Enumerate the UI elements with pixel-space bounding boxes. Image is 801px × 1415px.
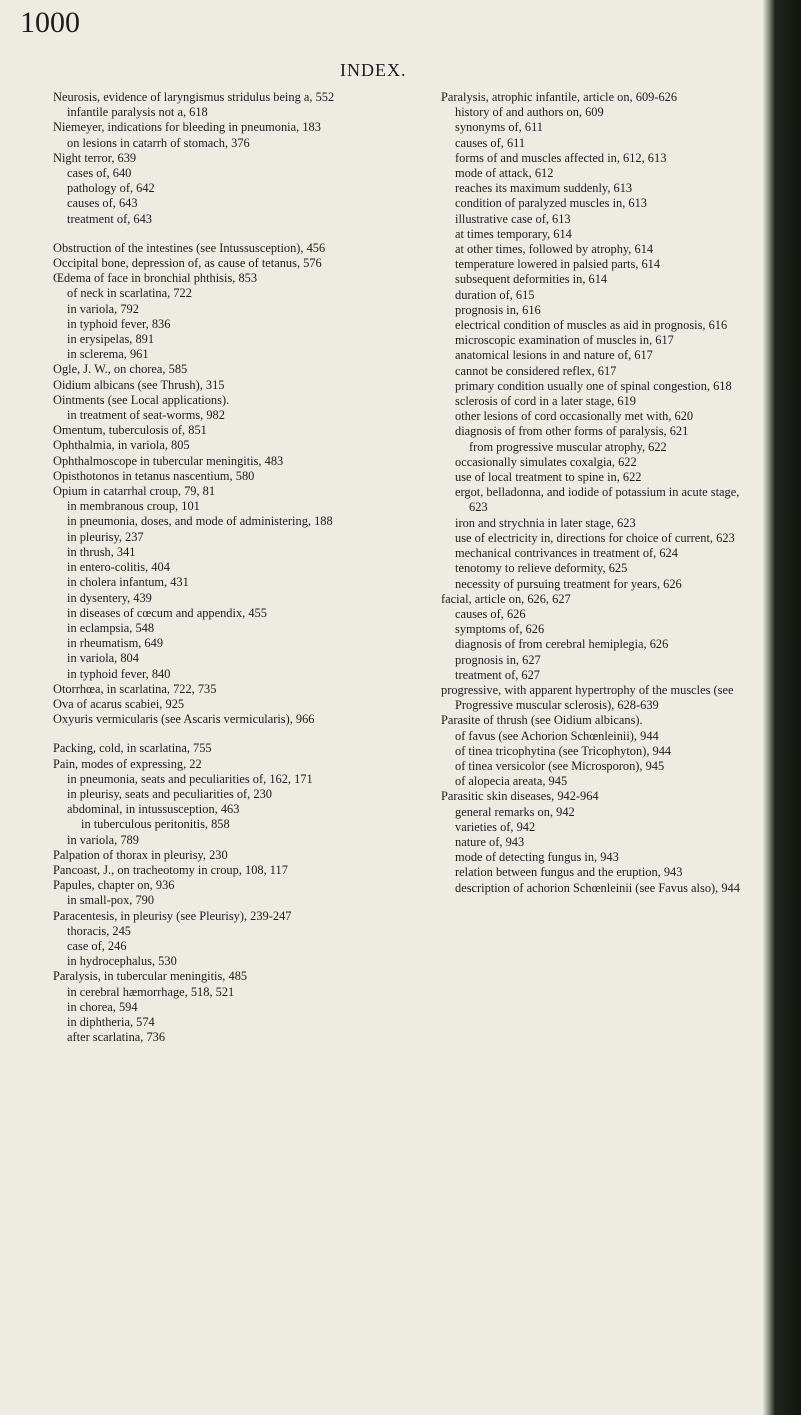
index-entry: facial, article on, 626, 627: [441, 591, 571, 606]
index-subentry: in typhoid fever, 836: [67, 316, 171, 331]
index-subentry: abdominal, in intussusception, 463: [67, 802, 240, 817]
index-subentry: use of local treatment to spine in, 622: [455, 470, 642, 485]
index-subentry: in tuberculous peritonitis, 858: [81, 817, 230, 832]
index-subentry: description of achorion Schœnleinii (see Favus also), 944: [455, 880, 740, 895]
index-entry: Oxyuris vermicularis (see Ascaris vermicularis), 966: [53, 712, 315, 727]
index-subentry: tenotomy to relieve deformity, 625: [455, 561, 628, 576]
index-subentry: use of electricity in, directions for choice of current, 623: [455, 530, 735, 545]
index-subentry: prognosis in, 616: [455, 302, 541, 317]
index-subentry: reaches its maximum suddenly, 613: [455, 181, 633, 196]
index-subentry: in chorea, 594: [67, 999, 138, 1014]
index-subentry: primary condition usually one of spinal congestion, 618: [455, 378, 732, 393]
index-entry: Pancoast, J., on tracheotomy in croup, 108, 117: [53, 862, 288, 877]
index-entry: Occipital bone, depression of, as cause of tetanus, 576: [53, 256, 322, 271]
index-subentry: at other times, followed by atrophy, 614: [455, 242, 654, 257]
index-subentry: nature of, 943: [455, 834, 525, 849]
index-subentry: in pneumonia, seats and peculiarities of, 162, 171: [67, 771, 313, 786]
index-entry: Papules, chapter on, 936: [53, 878, 175, 893]
index-subentry: necessity of pursuing treatment for years, 626: [455, 576, 682, 591]
index-subentry: cannot be considered reflex, 617: [455, 363, 617, 378]
index-subentry: in entero-colitis, 404: [67, 560, 170, 575]
index-subentry: temperature lowered in palsied parts, 614: [455, 257, 661, 272]
index-entry: Ointments (see Local applications).: [53, 392, 230, 407]
index-entry: Opium in catarrhal croup, 79, 81: [53, 484, 216, 499]
index-subentry: illustrative case of, 613: [455, 211, 571, 226]
index-subentry: in erysipelas, 891: [67, 332, 155, 347]
index-entry: Omentum, tuberculosis of, 851: [53, 423, 207, 438]
index-subentry: causes of, 643: [67, 196, 138, 211]
index-subentry: forms of and muscles affected in, 612, 613: [455, 150, 667, 165]
index-subentry: causes of, 626: [455, 606, 526, 621]
index-subentry: general remarks on, 942: [455, 804, 575, 819]
index-left-column: [53, 90, 436, 1045]
index-subentry: synonyms of, 611: [455, 120, 543, 135]
index-subentry: other lesions of cord occasionally met with, 620: [455, 409, 694, 424]
index-subentry: ergot, belladonna, and iodide of potassium in acute stage, 623: [455, 485, 740, 515]
index-entry: Neurosis, evidence of laryngismus stridulus being a, 552: [53, 90, 335, 104]
index-subentry: duration of, 615: [455, 287, 535, 302]
index-subentry: relation between fungus and the eruption, 943: [455, 865, 683, 880]
section-gap: [53, 727, 436, 741]
index-entry: progressive, with apparent hypertrophy of the muscles (see Progressive muscular sclerosis), 628-639: [441, 682, 734, 713]
page-edge-shadow: [763, 0, 801, 1415]
index-subentry: electrical condition of muscles as aid in prognosis, 616: [455, 318, 728, 333]
index-entry: Ophthalmoscope in tubercular meningitis, 483: [53, 453, 284, 468]
index-subentry: in pleurisy, 237: [67, 529, 144, 544]
index-subentry: treatment of, 643: [67, 211, 152, 226]
index-subentry: subsequent deformities in, 614: [455, 272, 608, 287]
index-subentry: in cerebral hæmorrhage, 518, 521: [67, 984, 235, 999]
index-subentry: microscopic examination of muscles in, 617: [455, 333, 674, 348]
index-subentry: case of, 246: [67, 938, 127, 953]
index-subentry: in diseases of cœcum and appendix, 455: [67, 605, 267, 620]
index-entry: Ogle, J. W., on chorea, 585: [53, 362, 188, 377]
index-entry: Œdema of face in bronchial phthisis, 853: [53, 271, 258, 286]
index-entry: Palpation of thorax in pleurisy, 230: [53, 847, 228, 862]
index-subentry: mode of detecting fungus in, 943: [455, 850, 619, 865]
index-subentry: in cholera infantum, 431: [67, 575, 189, 590]
index-subentry: of neck in scarlatina, 722: [67, 286, 192, 301]
index-subentry: on lesions in catarrh of stomach, 376: [67, 135, 250, 150]
index-subentry: sclerosis of cord in a later stage, 619: [455, 394, 636, 409]
index-subentry: of tinea versicolor (see Microsporon), 945: [455, 758, 665, 773]
index-entry: Parasite of thrush (see Oidium albicans).: [441, 713, 643, 728]
index-entry: Parasitic skin diseases, 942-964: [441, 789, 599, 804]
index-subentry: diagnosis of from cerebral hemiplegia, 626: [455, 637, 669, 652]
index-subentry: symptoms of, 626: [455, 622, 545, 637]
index-entry: Otorrhœa, in scarlatina, 722, 735: [53, 681, 217, 696]
index-subentry: in variola, 792: [67, 301, 139, 316]
index-subentry: in hydrocephalus, 530: [67, 954, 177, 969]
index-entry: Opisthotonos in tetanus nascentium, 580: [53, 468, 255, 483]
index-subentry: varieties of, 942: [455, 819, 536, 834]
index-subentry: history of and authors on, 609: [455, 105, 604, 120]
index-subentry: causes of, 611: [455, 135, 526, 150]
page-heading: INDEX.: [340, 60, 407, 80]
index-subentry: of favus (see Achorion Schœnleinii), 944: [455, 728, 659, 743]
index-entry: Ova of acarus scabiei, 925: [53, 696, 185, 711]
index-entry: Packing, cold, in scarlatina, 755: [53, 741, 212, 756]
index-subentry: thoracis, 245: [67, 923, 132, 938]
index-subentry: in typhoid fever, 840: [67, 666, 171, 681]
index-subentry: in diphtheria, 574: [67, 1014, 155, 1029]
index-entry: Paralysis, in tubercular meningitis, 485: [53, 969, 248, 984]
index-subentry: in sclerema, 961: [67, 347, 149, 362]
index-entry: Niemeyer, indications for bleeding in pneumonia, 183: [53, 120, 321, 135]
index-subentry: in pneumonia, doses, and mode of administering, 188: [67, 514, 333, 529]
page-number: 1000: [20, 6, 80, 39]
section-gap: [53, 227, 436, 241]
index-subentry: in eclampsia, 548: [67, 620, 155, 635]
index-entry: Night terror, 639: [53, 150, 137, 165]
index-subentry: in variola, 789: [67, 832, 139, 847]
index-right-column: [441, 90, 758, 896]
index-entry: Oidium albicans (see Thrush), 315: [53, 377, 225, 392]
index-entry: Obstruction of the intestines (see Intussusception), 456: [53, 240, 326, 255]
index-subentry: of alopecia areata, 945: [455, 774, 568, 789]
index-subentry: prognosis in, 627: [455, 652, 541, 667]
index-entry: Pain, modes of expressing, 22: [53, 756, 202, 771]
index-subentry: after scarlatina, 736: [67, 1030, 166, 1045]
index-entry: Paracentesis, in pleurisy (see Pleurisy), 239-247: [53, 908, 292, 923]
index-subentry: of tinea tricophytina (see Tricophyton), 944: [455, 743, 672, 758]
index-subentry: in pleurisy, seats and peculiarities of, 230: [67, 786, 272, 801]
index-subentry: at times temporary, 614: [455, 226, 572, 241]
index-subentry: pathology of, 642: [67, 181, 155, 196]
index-subentry: condition of paralyzed muscles in, 613: [455, 196, 648, 211]
index-subentry: mechanical contrivances in treatment of, 624: [455, 546, 678, 561]
index-subentry: iron and strychnia in later stage, 623: [455, 515, 636, 530]
index-subentry: in variola, 804: [67, 651, 139, 666]
index-subentry: in small-pox, 790: [67, 893, 155, 908]
index-subentry: anatomical lesions in and nature of, 617: [455, 348, 653, 363]
index-subentry: in dysentery, 439: [67, 590, 152, 605]
index-subentry: infantile paralysis not a, 618: [67, 105, 208, 120]
index-subentry: in treatment of seat-worms, 982: [67, 408, 225, 423]
index-subentry: mode of attack, 612: [455, 166, 554, 181]
index-subentry: in rheumatism, 649: [67, 636, 164, 651]
index-subentry: from progressive muscular atrophy, 622: [469, 439, 667, 454]
index-subentry: in thrush, 341: [67, 544, 136, 559]
index-subentry: diagnosis of from other forms of paralysis, 621: [455, 424, 689, 439]
index-entry: Ophthalmia, in variola, 805: [53, 438, 190, 453]
index-subentry: occasionally simulates coxalgia, 622: [455, 454, 637, 469]
index-subentry: cases of, 640: [67, 166, 132, 181]
index-subentry: in membranous croup, 101: [67, 499, 200, 514]
index-subentry: treatment of, 627: [455, 667, 540, 682]
index-entry: Paralysis, atrophic infantile, article on, 609-626: [441, 90, 678, 104]
